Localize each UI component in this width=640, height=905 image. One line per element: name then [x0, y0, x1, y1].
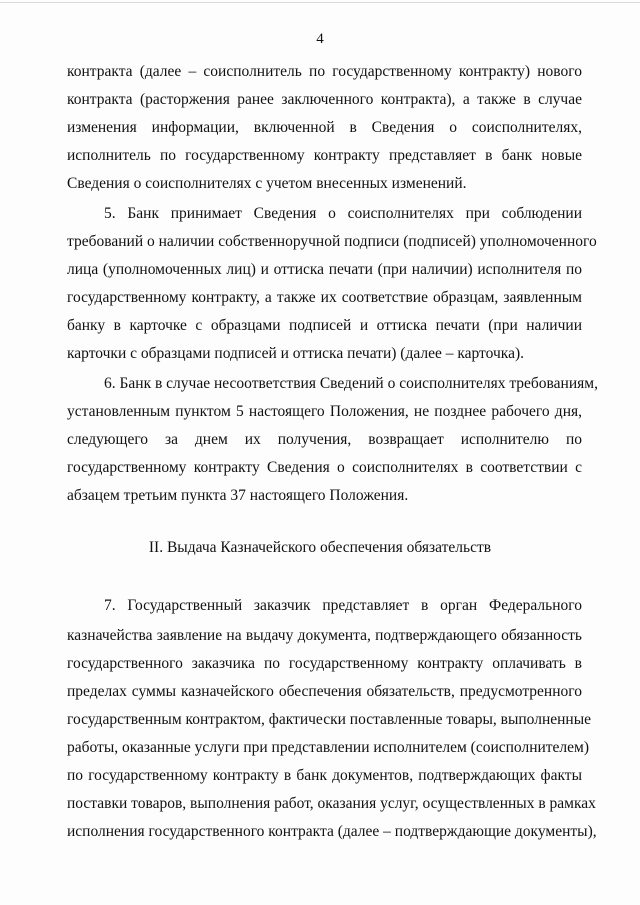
text-line: работы, оказанные услуги при представлении исполнителем (соисполнителем) [67, 739, 590, 756]
text-line: казначейства заявление на выдачу документа, подтверждающего обязанность [67, 627, 582, 644]
text-line: исполнения государственного контракта (далее – подтверждающие документы), [67, 823, 597, 840]
text-line: лица (уполномоченных лиц) и оттиска печати (при наличии) исполнителя по [67, 261, 582, 278]
text-line: государственным контрактом, фактически поставленные товары, выполненные [67, 711, 592, 728]
text-line: требований о наличии собственноручной подписи (подписей) уполномоченного [67, 233, 597, 250]
text-line: контракта (расторжения ранее заключенного контракта), а также в случае [67, 91, 582, 108]
text-line: следующего за днем их получения, возвращает исполнителю по [67, 431, 582, 448]
text-line: Сведения о соисполнителях с учетом внесенных изменений. [67, 175, 467, 192]
text-line: по государственному контракту в банк документов, подтверждающих факты [67, 767, 582, 784]
text-line: карточки с образцами подписей и оттиска печати) (далее – карточка). [67, 345, 524, 362]
text-line: 5. Банк принимает Сведения о соисполнителях при соблюдении [104, 205, 582, 222]
text-line: 7. Государственный заказчик представляет в орган Федерального [104, 597, 582, 614]
text-line: поставки товаров, выполнения работ, оказания услуг, осуществленных в рамках [67, 795, 596, 812]
text-line: контракта (далее – соисполнитель по государственному контракту) нового [67, 63, 582, 80]
text-line: государственному контракту Сведения о соисполнителях в соответствии с [67, 459, 582, 476]
text-line: абзацем третьим пункта 37 настоящего Положения. [67, 487, 409, 504]
text-line: изменения информации, включенной в Сведения о соисполнителях, [67, 119, 582, 136]
page-top-border [0, 2, 640, 3]
text-line: государственного заказчика по государственному контракту оплачивать в [67, 655, 582, 672]
section-heading: II. Выдача Казначейского обеспечения обязательств [148, 539, 492, 556]
text-line: банку в карточке с образцами подписей и оттиска печати (при наличии [67, 317, 582, 334]
text-line: пределах суммы казначейского обеспечения обязательств, предусмотренного [67, 683, 582, 700]
page-number: 4 [316, 31, 324, 47]
text-line: исполнитель по государственному контракту представляет в банк новые [67, 147, 582, 164]
text-line: государственному контракту, а также их соответствие образцам, заявленным [67, 289, 582, 306]
text-line: 6. Банк в случае несоответствия Сведений о соисполнителях требованиям, [104, 375, 598, 392]
text-line: установленным пунктом 5 настоящего Положения, не позднее рабочего дня, [67, 403, 582, 420]
